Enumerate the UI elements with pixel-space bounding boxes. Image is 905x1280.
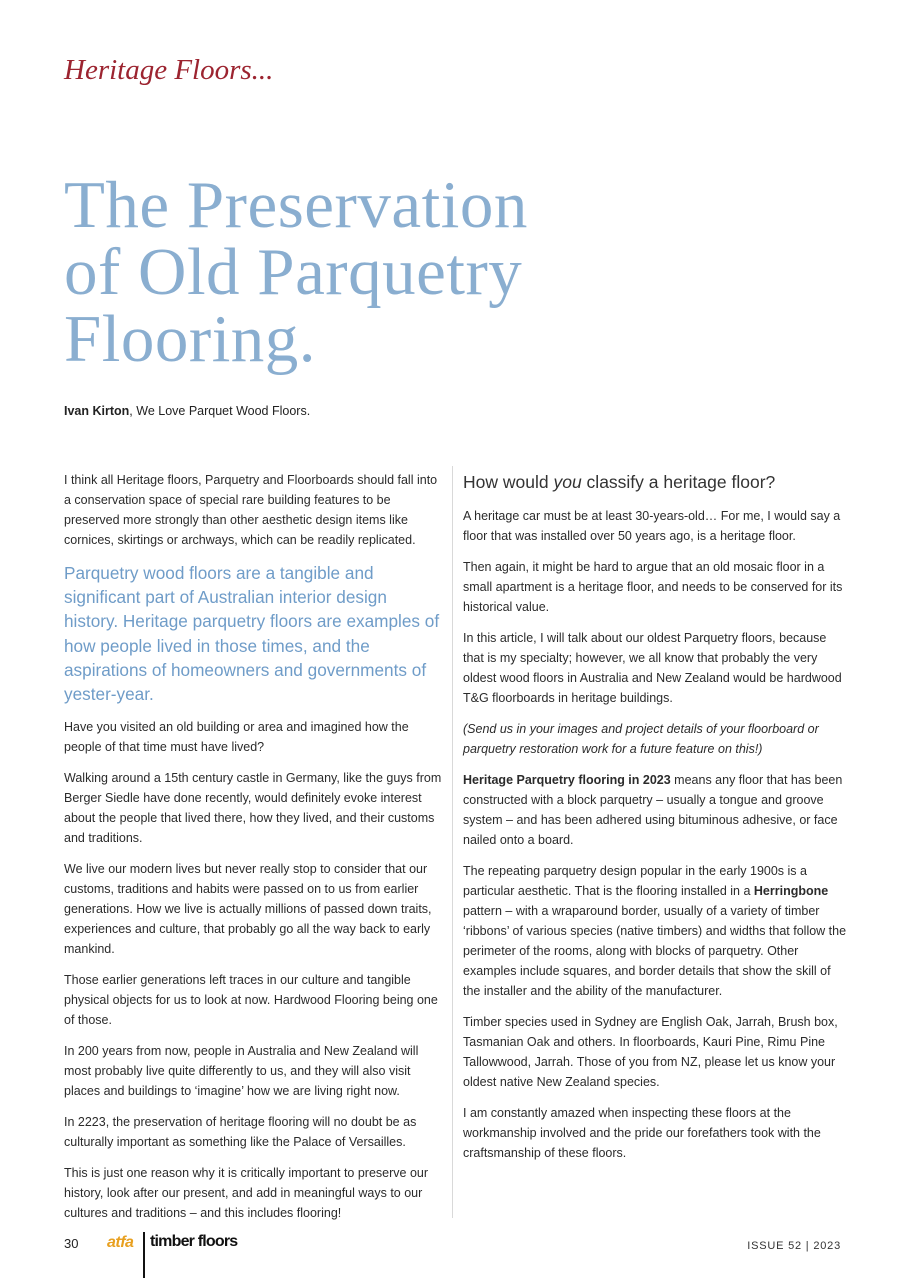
paragraph: I am constantly amazed when inspecting these floors at the workmanship involved and the pride our forefathers took with the craftsmanship of these floors. xyxy=(463,1106,821,1160)
paragraph-text: pattern – with a wraparound border, usually of a variety of timber ‘ribbons’ of various species (native timbers) and widths that follow the perimeter of the rooms, along with blocks of parquetry. Other examples include squares, and border details that show the skill of the installer and the ability of the manufacturer. xyxy=(463,904,847,998)
subheading xyxy=(463,470,847,494)
paragraph: Then again, it might be hard to argue that an old mosaic floor in a small apartment is a heritage floor, and needs to be conserved for its historical value. xyxy=(463,560,843,614)
editor-note: (Send us in your images and project details of your floorboard or parquetry restoration work for a future feature on this!) xyxy=(463,722,819,756)
logo-divider xyxy=(143,1232,145,1278)
subheading-emphasis: you xyxy=(553,472,582,492)
bold-lead: Heritage Parquetry flooring in 2023 xyxy=(463,773,671,787)
paragraph xyxy=(463,770,847,850)
subheading-end: classify a heritage floor? xyxy=(581,472,776,492)
author-name: Ivan Kirton xyxy=(64,404,130,418)
column-divider xyxy=(452,466,453,1218)
paragraph-text: means any floor that has been constructed with a block parquetry – usually a tongue and groove system – and has been adhered using bituminous adhesive, or face nailed onto a board. xyxy=(463,773,843,847)
paragraph: Walking around a 15th century castle in Germany, like the guys from Berger Siedle have done recently, would definitely evoke interest about the people that lived there, how they lived, and their customs and traditions. xyxy=(64,771,442,846)
timber-floors-logo: timber floors xyxy=(150,1233,238,1250)
article-title-line-2: of Old Parquetry xyxy=(64,235,523,309)
paragraph: I think all Heritage floors, Parquetry and Floorboards should fall into a conservation space of special rare building features to be preserved more strongly than other aesthetic design items like cornices, skirtings or archways, which can be readily replicated. xyxy=(64,473,438,547)
left-column xyxy=(64,470,442,1234)
paragraph: Timber species used in Sydney are English Oak, Jarrah, Brush box, Tasmanian Oak and others. In floorboards, Kauri Pine, Rimu Pine Tallowwood, Jarrah. Those of you from NZ, please let us know your oldest native New Zealand species. xyxy=(463,1015,838,1089)
paragraph xyxy=(463,861,847,1001)
bold-term: Herringbone xyxy=(753,884,829,898)
paragraph: In 200 years from now, people in Australia and New Zealand will most probably live quite differently to us, and they will also visit places and buildings to ‘imagine’ how we are living right now. xyxy=(64,1044,419,1099)
paragraph: We live our modern lives but never really stop to consider that our customs, traditions and habits were passed on to us from earlier generations. How we live is actually millions of passed down traits, experiences and culture, that probably go all the way back to early mankind. xyxy=(64,862,432,957)
paragraph: In 2223, the preservation of heritage flooring will no doubt be as culturally important as something like the Palace of Versailles. xyxy=(64,1115,417,1150)
section-heading: Heritage Floors... xyxy=(64,54,274,86)
article-title-line-1: The Preservation xyxy=(64,168,528,242)
paragraph-text: The repeating parquetry design popular in the early 1900s is a particular aesthetic. That is the flooring installed in a xyxy=(463,864,807,898)
paragraph: Have you visited an old building or area and imagined how the people of that time must have lived? xyxy=(64,720,409,755)
issue-label: ISSUE 52 | 2023 xyxy=(747,1240,841,1252)
paragraph: This is just one reason why it is critically important to preserve our history, look after our present, and add in meaningful ways to our cultures and traditions – and this includes flooring! xyxy=(64,1166,429,1221)
atfa-logo: atfa xyxy=(107,1234,134,1251)
subheading-start: How would xyxy=(463,472,554,492)
right-column xyxy=(463,470,847,1174)
byline xyxy=(64,404,310,418)
article-title xyxy=(64,168,704,376)
paragraph: In this article, I will talk about our oldest Parquetry floors, because that is my specialty; however, we all know that probably the very oldest wood floors in Australia and New Zealand would be hardwood T&G floorboards in heritage buildings. xyxy=(463,631,842,705)
paragraph: Those earlier generations left traces in our culture and tangible physical objects for us to look at now. Hardwood Flooring being one of those. xyxy=(64,973,438,1028)
author-affiliation: , We Love Parquet Wood Floors. xyxy=(129,404,311,418)
paragraph: A heritage car must be at least 30-years-old… For me, I would say a floor that was installed over 50 years ago, is a heritage floor. xyxy=(463,509,841,543)
page-number: 30 xyxy=(64,1236,79,1251)
pull-quote: Parquetry wood floors are a tangible and significant part of Australian interior design history. Heritage parquetry floors are examples of how people lived in those times, and the aspirations of homeowners and governments of yester-year. xyxy=(64,563,440,705)
article-title-line-3: Flooring. xyxy=(64,302,317,376)
